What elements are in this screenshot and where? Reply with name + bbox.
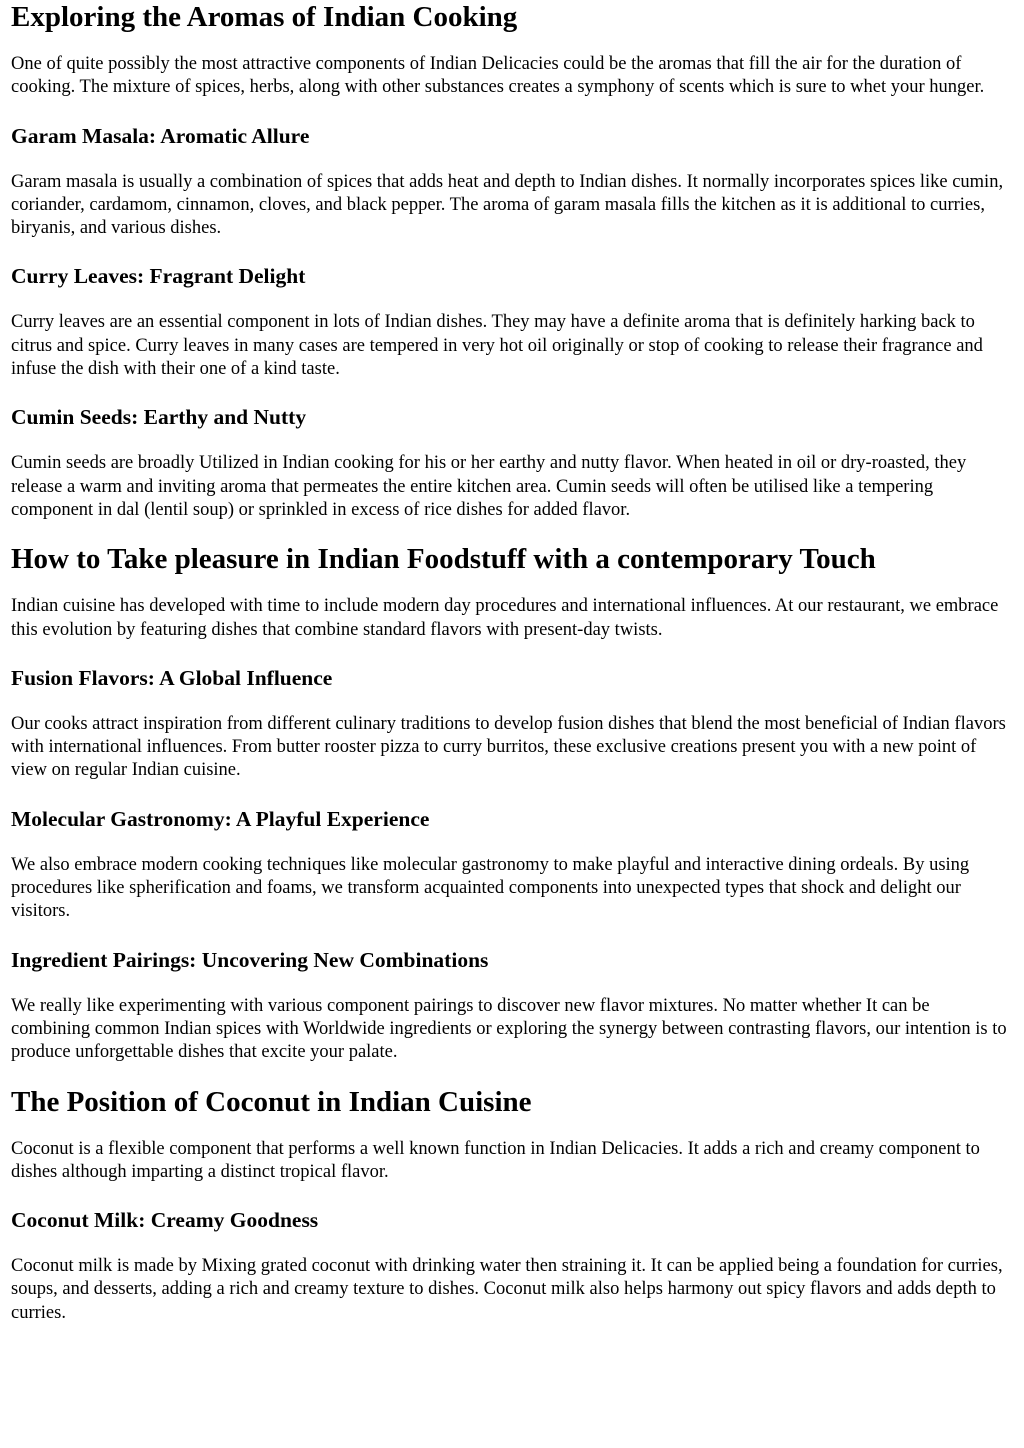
subsection-text: We also embrace modern cooking techniques like molecular gastronomy to make playful and interactive dining ordeals. By using procedures like spherification and foams, we transform acquainted components into unexpected types that shock and delight our visitors. <box>11 854 970 922</box>
section-intro: Coconut is a flexible component that performs a well known function in Indian Delicacies. It adds a rich and creamy component to dishes although imparting a distinct tropical flavor. <box>11 1138 980 1182</box>
subsection-heading: Garam Masala: Aromatic Allure <box>11 123 310 148</box>
subsection-text: Garam masala is usually a combination of spices that adds heat and depth to Indian dishes. It normally incorporates spices like cumin, coriander, cardamom, cinnamon, cloves, and black pepper. The aroma of garam masala fills the kitchen as it is additional to curries, biryanis, and various dishes. <box>11 171 1004 239</box>
section-heading: The Position of Coconut in Indian Cuisine <box>11 1085 532 1118</box>
subsection-heading: Fusion Flavors: A Global Influence <box>11 665 333 690</box>
subsection-heading: Molecular Gastronomy: A Playful Experience <box>11 806 430 831</box>
section-heading: Exploring the Aromas of Indian Cooking <box>11 1 518 33</box>
subsection-text: Curry leaves are an essential component in lots of Indian dishes. They may have a definite aroma that is definitely harking back to citrus and spice. Curry leaves in many cases are tempered in very hot oil originally or stop of cooking to release their fragrance and infuse the dish with their one of a kind taste. <box>11 312 983 380</box>
section-coconut <box>11 1085 1013 1325</box>
subsection-heading: Coconut Milk: Creamy Goodness <box>11 1208 319 1233</box>
subsection-text: Cumin seeds are broadly Utilized in Indian cooking for his or her earthy and nutty flavor. When heated in oil or dry-roasted, they release a warm and inviting aroma that permeates the entire kitchen area. Cumin seeds will often be utilised like a tempering component in dal (lentil soup) or sprinkled in excess of rice dishes for added flavor. <box>11 453 967 520</box>
section-heading: How to Take pleasure in Indian Foodstuff with a contemporary Touch <box>11 543 876 576</box>
subsection-heading: Ingredient Pairings: Uncovering New Combinations <box>11 947 489 972</box>
subsection-text: Coconut milk is made by Mixing grated coconut with drinking water then straining it. It can be applied being a foundation for curries, soups, and desserts, adding a rich and creamy texture to dishes. Coconut milk also helps harmony out spicy flavors and adds depth to curries. <box>11 1256 1003 1323</box>
subsection-heading: Curry Leaves: Fragrant Delight <box>11 264 306 289</box>
subsection-text: Our cooks attract inspiration from different culinary traditions to develop fusion dishes that blend the most beneficial of Indian flavors with international influences. From butter rooster pizza to curry burritos, these exclusive creations present you with a new point of view on regular Indian cuisine. <box>11 713 1006 781</box>
section-modern-touch <box>11 542 1013 1064</box>
section-aromas <box>11 0 1013 522</box>
subsection-heading: Cumin Seeds: Earthy and Nutty <box>11 405 307 430</box>
section-intro: One of quite possibly the most attractive components of Indian Delicacies could be the aromas that fill the air for the duration of cooking. The mixture of spices, herbs, along with other substances creates a symphony of scents which is sure to whet your hunger. <box>11 54 985 98</box>
subsection-text: We really like experimenting with various component pairings to discover new flavor mixtures. No matter whether It can be combining common Indian spices with Worldwide ingredients or exploring the synergy between contrasting flavors, our intention is to produce unforgettable dishes that excite your palate. <box>11 995 1007 1063</box>
section-intro: Indian cuisine has developed with time to include modern day procedures and international influences. At our restaurant, we embrace this evolution by featuring dishes that combine standard flavors with present-day twists. <box>11 596 999 640</box>
